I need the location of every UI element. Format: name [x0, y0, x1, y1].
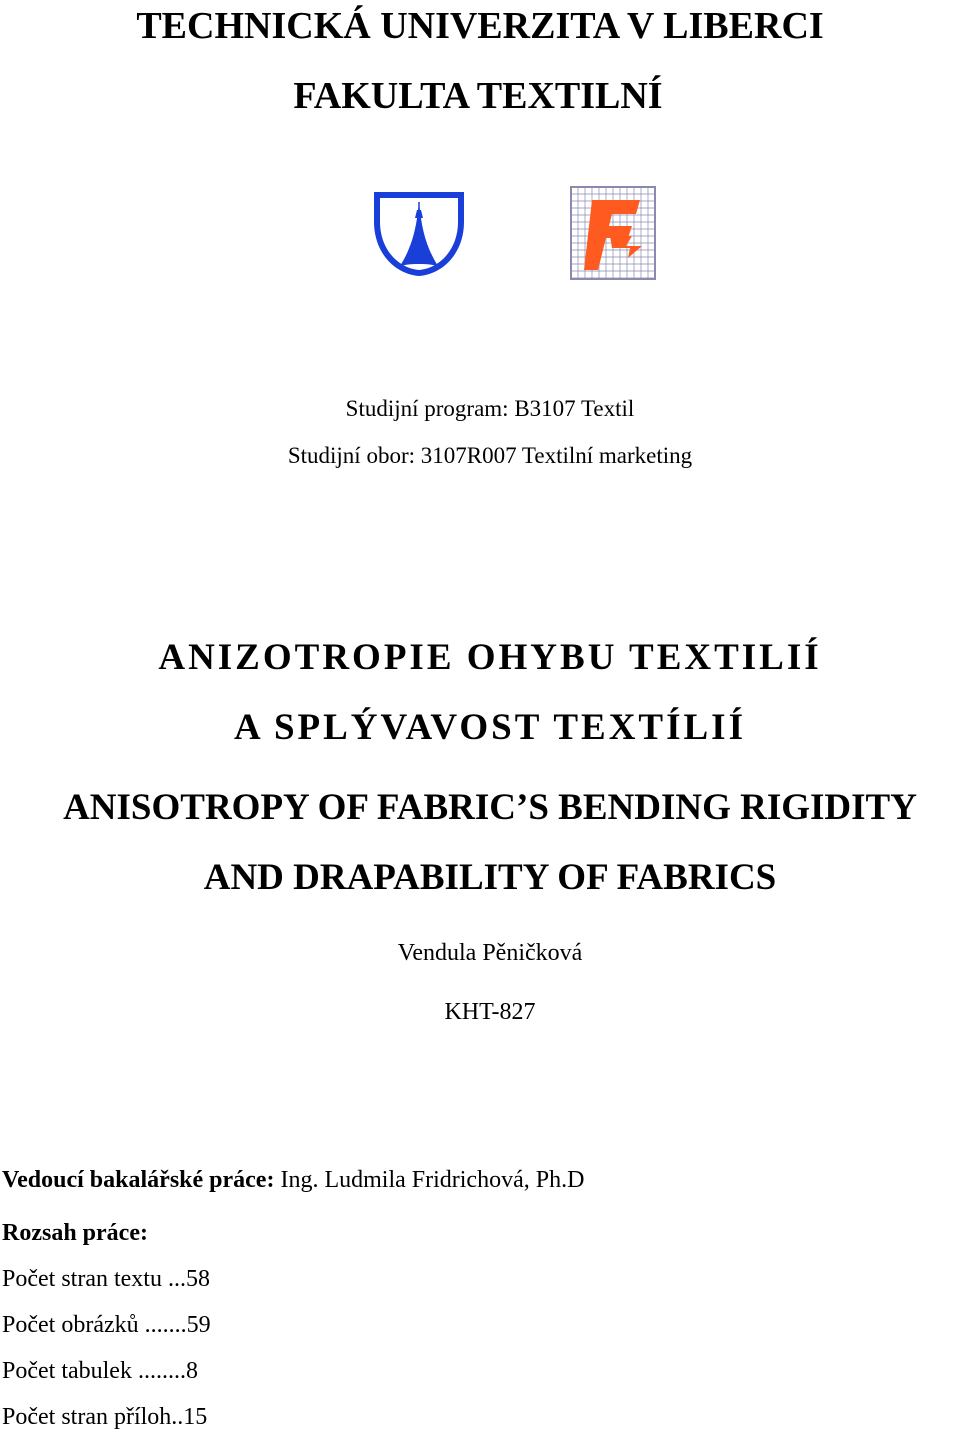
scope-heading: Rozsah práce: [2, 1220, 148, 1246]
faculty-logo-icon [570, 186, 656, 280]
title-en-line2: AND DRAPABILITY OF FABRICS [203, 857, 777, 898]
university-logo-icon [370, 188, 468, 280]
title-en-line1: ANISOTROPY OF FABRIC’S BENDING RIGIDITY [63, 787, 917, 828]
scope-item-tables: Počet tabulek ........8 [2, 1358, 198, 1384]
supervisor-label: Vedoucí bakalářské práce: [2, 1167, 275, 1193]
study-program: Studijní program: B3107 Textil [345, 396, 635, 421]
title-cz-line2: A SPLÝVAVOST TEXTÍLIÍ [234, 707, 746, 748]
supervisor-line [2, 1167, 584, 1194]
scope-item-figures: Počet obrázků .......59 [2, 1312, 211, 1338]
author-code: KHT-827 [444, 999, 536, 1025]
scope-item-appendix-pages: Počet stran příloh..15 [2, 1404, 208, 1430]
title-cz-line1: ANIZOTROPIE OHYBU TEXTILIÍ [158, 637, 822, 678]
supervisor-name: Ing. Ludmila Fridrichová, Ph.D [280, 1167, 585, 1193]
scope-item-text-pages: Počet stran textu ...58 [2, 1266, 210, 1292]
faculty-name: FAKULTA TEXTILNÍ [293, 75, 663, 117]
study-field: Studijní obor: 3107R007 Textilní marketing [287, 443, 693, 468]
university-name: TECHNICKÁ UNIVERZITA V LIBERCI [136, 5, 824, 47]
author-name: Vendula Pěničková [397, 940, 583, 966]
